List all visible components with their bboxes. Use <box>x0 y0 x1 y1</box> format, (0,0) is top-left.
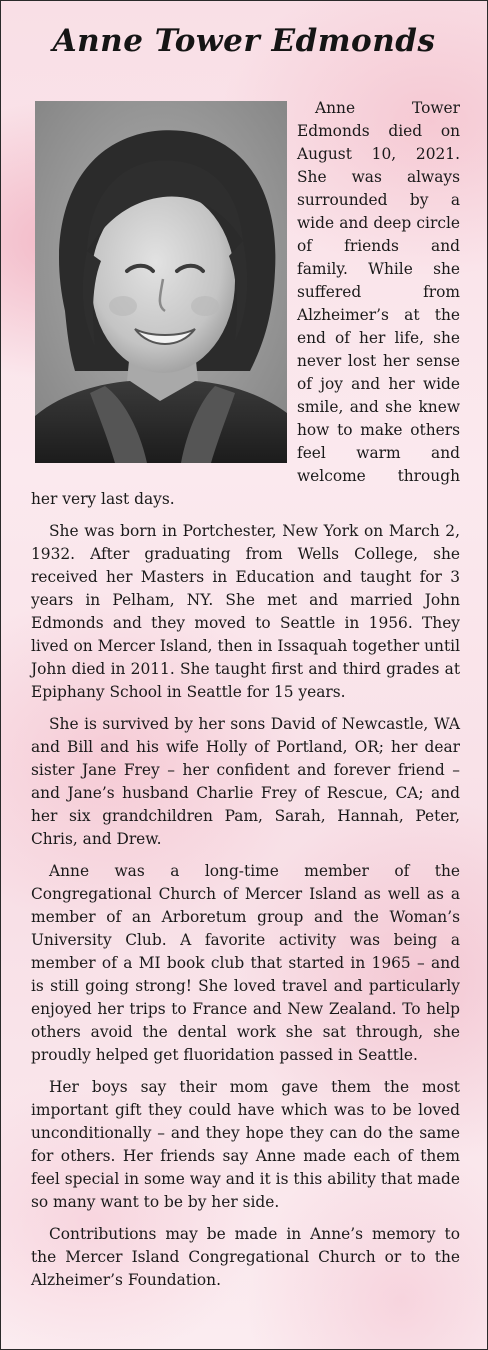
paragraph-survivors: She is survived by her sons David of Newcastle, WA and Bill and his wife Holly of Portland, OR; her dear sister Jane Frey – her confident and forever friend – and Jane’s husband Charlie Frey of Rescue, CA; and her six grandchildren Pam, Sarah, Hannah, Peter, Chris, and Drew. <box>31 715 460 848</box>
paragraph-legacy: Her boys say their mom gave them the most important gift they could have which was to be loved unconditionally – and they hope they can do the same for others. Her friends say Anne made each of them feel special in some way and it is this ability that made so many want to be by her side. <box>31 1078 460 1211</box>
obituary-title: Anne Tower Edmonds <box>52 23 436 59</box>
obituary-body <box>31 97 460 1301</box>
paragraph-early-life: She was born in Portchester, New York on March 2, 1932. After graduating from Wells College, she received her Masters in Education and taught for 3 years in Pelham, NY. She met and married John Edmonds and they moved to Seattle in 1956. They lived on Mercer Island, then in Issaquah together until John died in 2011. She taught first and third grades at Epiphany School in Seattle for 15 years. <box>31 522 460 701</box>
paragraph-death-notice: Anne Tower Edmonds died on August 10, 2021. She was always surrounded by a wide and deep circle of friends and family. While she suffered from Alzheimer’s at the end of her life, she never lost her sense of joy and her wide smile, and she knew how to make others feel warm and welcome through her very last days. <box>31 99 460 508</box>
photo-wrap-spacer <box>31 97 297 467</box>
paragraph-contributions: Contributions may be made in Anne’s memory to the Mercer Island Congregational Church or to the Alzheimer’s Foundation. <box>31 1225 460 1289</box>
paragraph-community: Anne was a long-time member of the Congregational Church of Mercer Island as well as a member of an Arboretum group and the Woman’s University Club. A favorite activity was being a member of a MI book club that started in 1965 – and is still going strong! She loved travel and particularly enjoyed her trips to France and New Zealand. To help others avoid the dental work she sat through, she proudly helped get fluoridation passed in Seattle. <box>31 862 460 1064</box>
